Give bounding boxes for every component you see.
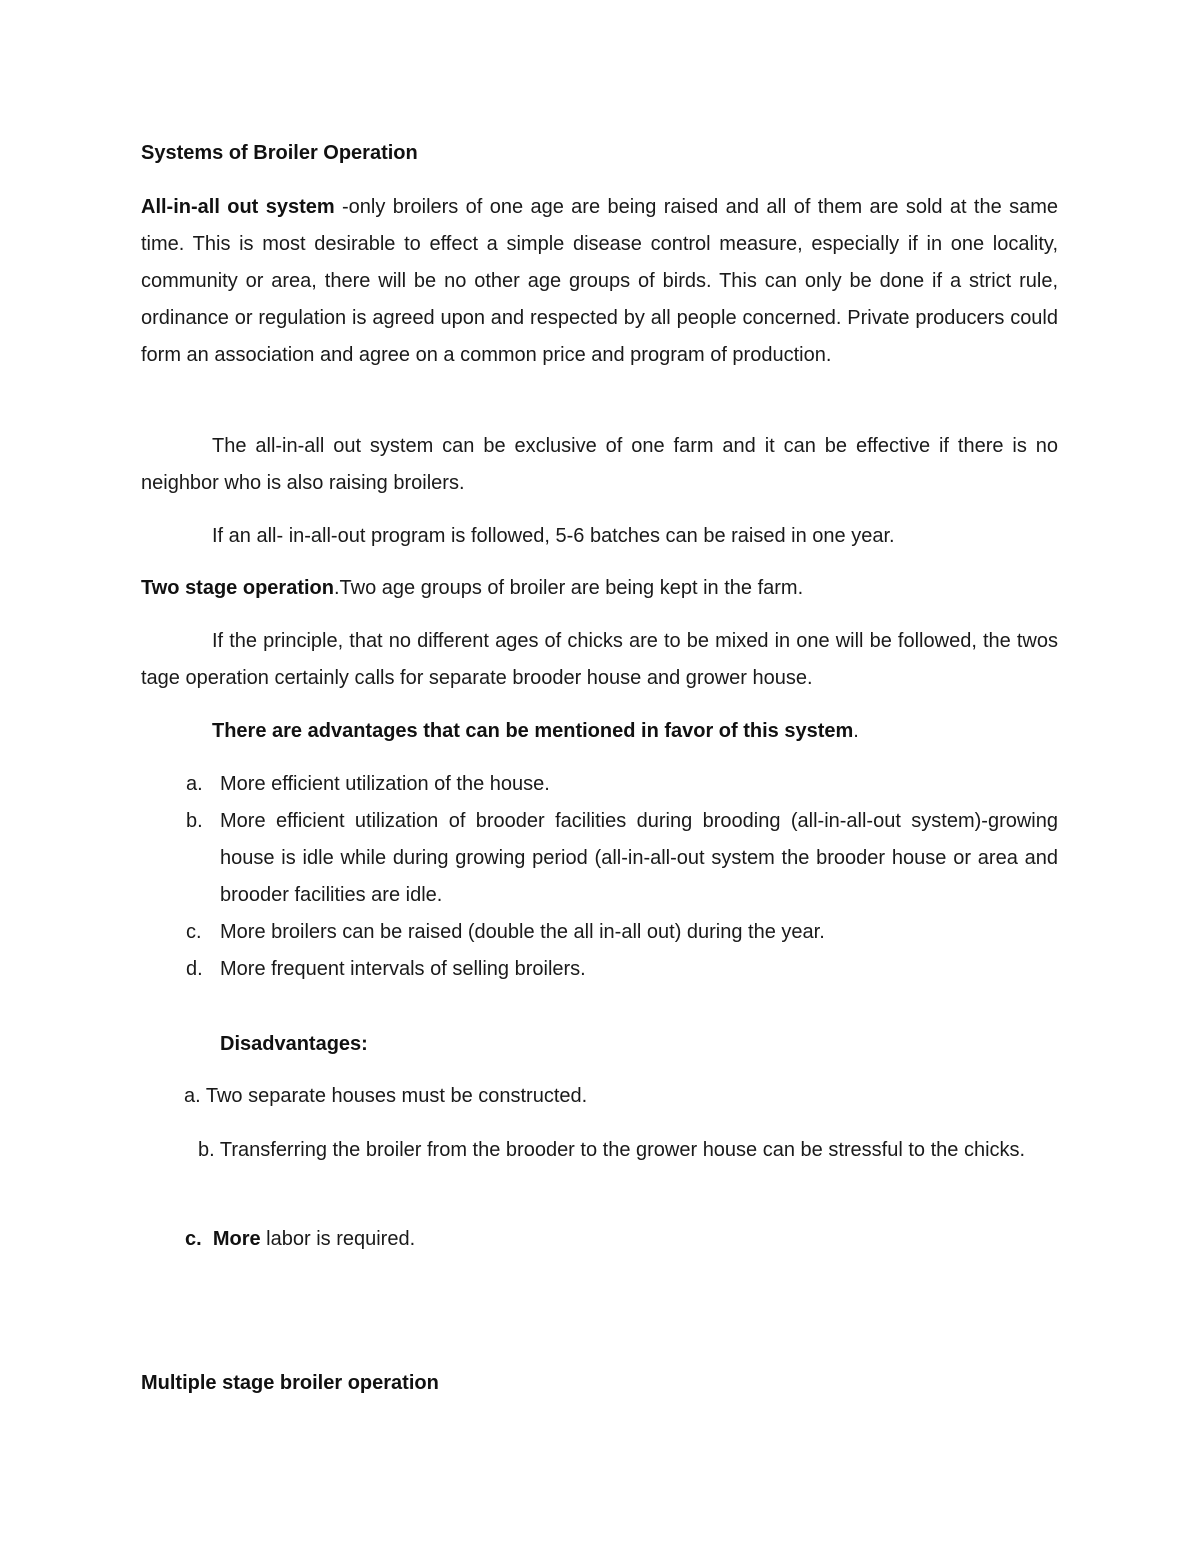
two-stage-paragraph-2: If the principle, that no different ages of chicks are to be mixed in one will be followed, the twos tage operation certainly calls for separate brooder house and grower house.: [141, 630, 1058, 689]
all-in-paragraph-3: If an all- in-all-out program is followed, 5-6 batches can be raised in one year.: [212, 525, 895, 547]
disadvantage-c-text: labor is required.: [260, 1228, 416, 1250]
disadvantages-heading: Disadvantages:: [220, 1033, 368, 1055]
list-marker: a.: [186, 773, 203, 795]
list-marker: b.: [186, 810, 203, 832]
list-item: [186, 951, 1058, 988]
list-marker: d.: [186, 958, 203, 980]
disadvantage-c-marker: c.: [185, 1228, 202, 1250]
page-title: Systems of Broiler Operation: [141, 142, 418, 164]
all-in-term: All-in-all out system: [141, 196, 335, 218]
two-stage-paragraph: [141, 570, 1058, 607]
advantages-heading-period: .: [853, 720, 859, 742]
disadvantage-b: b. Transferring the broiler from the brooder to the grower house can be stressful to the chicks.: [198, 1139, 1026, 1161]
all-in-paragraph: [141, 189, 1058, 374]
multiple-stage-heading: Multiple stage broiler operation: [141, 1372, 439, 1394]
advantages-heading-text: There are advantages that can be mentioned in favor of this system: [212, 720, 854, 742]
advantages-heading: [141, 713, 1058, 750]
disadvantage-c: [185, 1221, 1058, 1258]
list-item: [186, 914, 1058, 951]
two-stage-text: .Two age groups of broiler are being kept in the farm.: [333, 577, 804, 599]
list-item-text: More efficient utilization of brooder facilities during brooding (all-in-all-out system)-growing house is idle while during growing period (all-in-all-out system the brooder house or area and brooder facilities are idle.: [220, 810, 1058, 906]
two-stage-term: Two stage operation: [141, 577, 334, 599]
list-item-text: More efficient utilization of the house.: [220, 773, 550, 795]
list-marker: c.: [186, 921, 202, 943]
list-item: [186, 766, 1058, 803]
all-in-text: -only broilers of one age are being raised and all of them are sold at the same time. This is most desirable to effect a simple disease control measure, especially if in one locality, community or area, there will be no other age groups of birds. This can only be done if a strict rule, ordinance or regulation is agreed upon and respected by all people concerned. Private producers could form an association and agree on a common price and program of production.: [141, 196, 1058, 366]
list-item-text: More frequent intervals of selling broilers.: [220, 958, 586, 980]
list-item-text: More broilers can be raised (double the all in-all out) during the year.: [220, 921, 825, 943]
list-item: [186, 803, 1058, 914]
disadvantage-a: a. Two separate houses must be constructed.: [184, 1085, 588, 1107]
all-in-paragraph-2: The all-in-all out system can be exclusive of one farm and it can be effective if there is no neighbor who is also raising broilers.: [141, 435, 1058, 494]
disadvantage-c-bold: More: [212, 1228, 261, 1250]
